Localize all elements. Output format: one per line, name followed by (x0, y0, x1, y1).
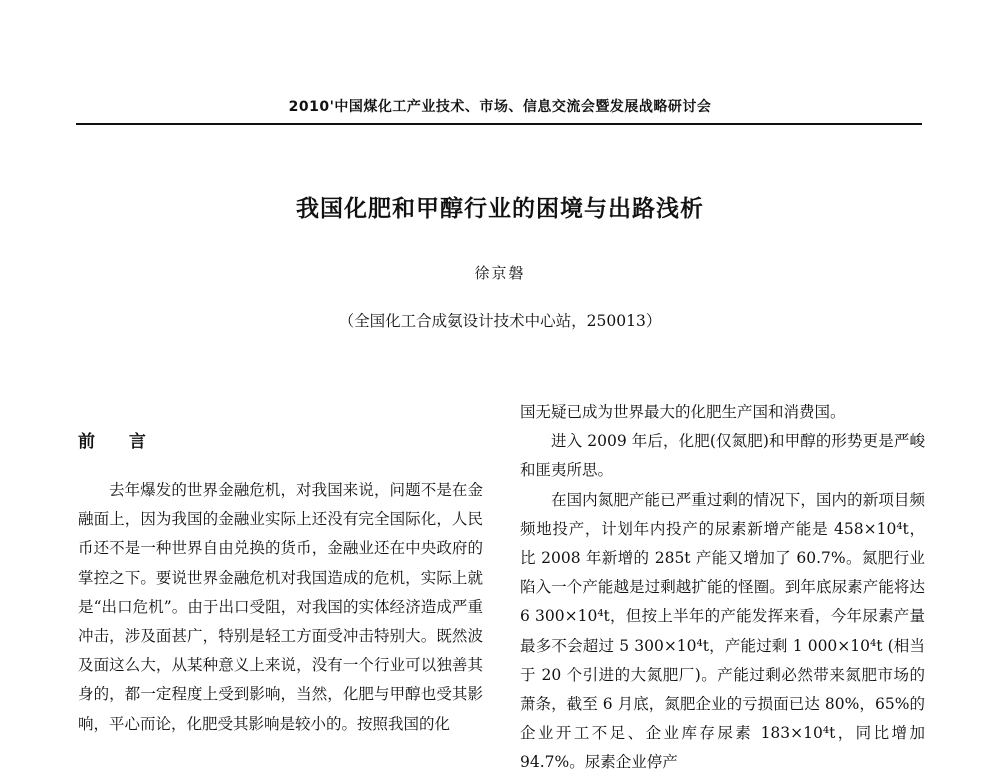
preface-paragraph: 去年爆发的世界金融危机，对我国来说，问题不是在金融面上，因为我国的金融业实际上还没有完全国际化，人民币还不是一种世界自由兑换的货币，金融业还在中央政府的掌控之下。要说世界金融危机对我国造成的危机，实际上就是“出口危机”。由于出口受阻，对我国的实体经济造成严重冲击，涉及面甚广，特别是轻工方面受冲击特别大。既然波及面这么大，从某种意义上来说，没有一个行业可以独善其身的，都一定程度上受到影响，当然，化肥与甲醇也受其影响，平心而论，化肥受其影响是较小的。按照我国的化 (78, 481, 483, 733)
author-affiliation: （全国化工合成氨设计技术中心站，250013） (338, 312, 662, 330)
body-paragraph: 在国内氮肥产能已严重过剩的情况下，国内的新项目频频地投产，计划年内投产的尿素新增产能是 458×10⁴t，比 2008 年新增的 285t 产能又增加了 60.7%。氮肥行业陷入一个产能越是过剩越扩能的怪圈。到年底尿素产能将达 6 300×10⁴t，但按上半年的产能发挥来看，今年尿素产量最多不会超过 5 300×10⁴t，产能过剩 1 000×10⁴t (相当于 20 个引进的大氮肥厂)。产能过剩必然带来氮肥市场的萧条，截至 6 月底，氮肥企业的亏损面已达 80%，65%的企业开工不足、企业库存尿素 183×10⁴t，同比增加 94.7%。尿素企业停产 (520, 490, 925, 772)
right-column (520, 398, 925, 778)
conference-header: 2010'中国煤化工产业技术、市场、信息交流会暨发展战略研讨会 (288, 99, 712, 115)
author-name: 徐京磐 (474, 264, 526, 282)
section-heading-preface: 前 言 (78, 432, 160, 452)
left-column (78, 428, 483, 739)
body-paragraph-continued: 国无疑已成为世界最大的化肥生产国和消费国。 (520, 403, 846, 421)
paper-title: 我国化肥和甲醇行业的困境与出路浅析 (296, 196, 704, 222)
header-rule (76, 123, 922, 125)
body-paragraph: 进入 2009 年后，化肥(仅氮肥)和甲醇的形势更是严峻和匪夷所思。 (520, 432, 925, 480)
